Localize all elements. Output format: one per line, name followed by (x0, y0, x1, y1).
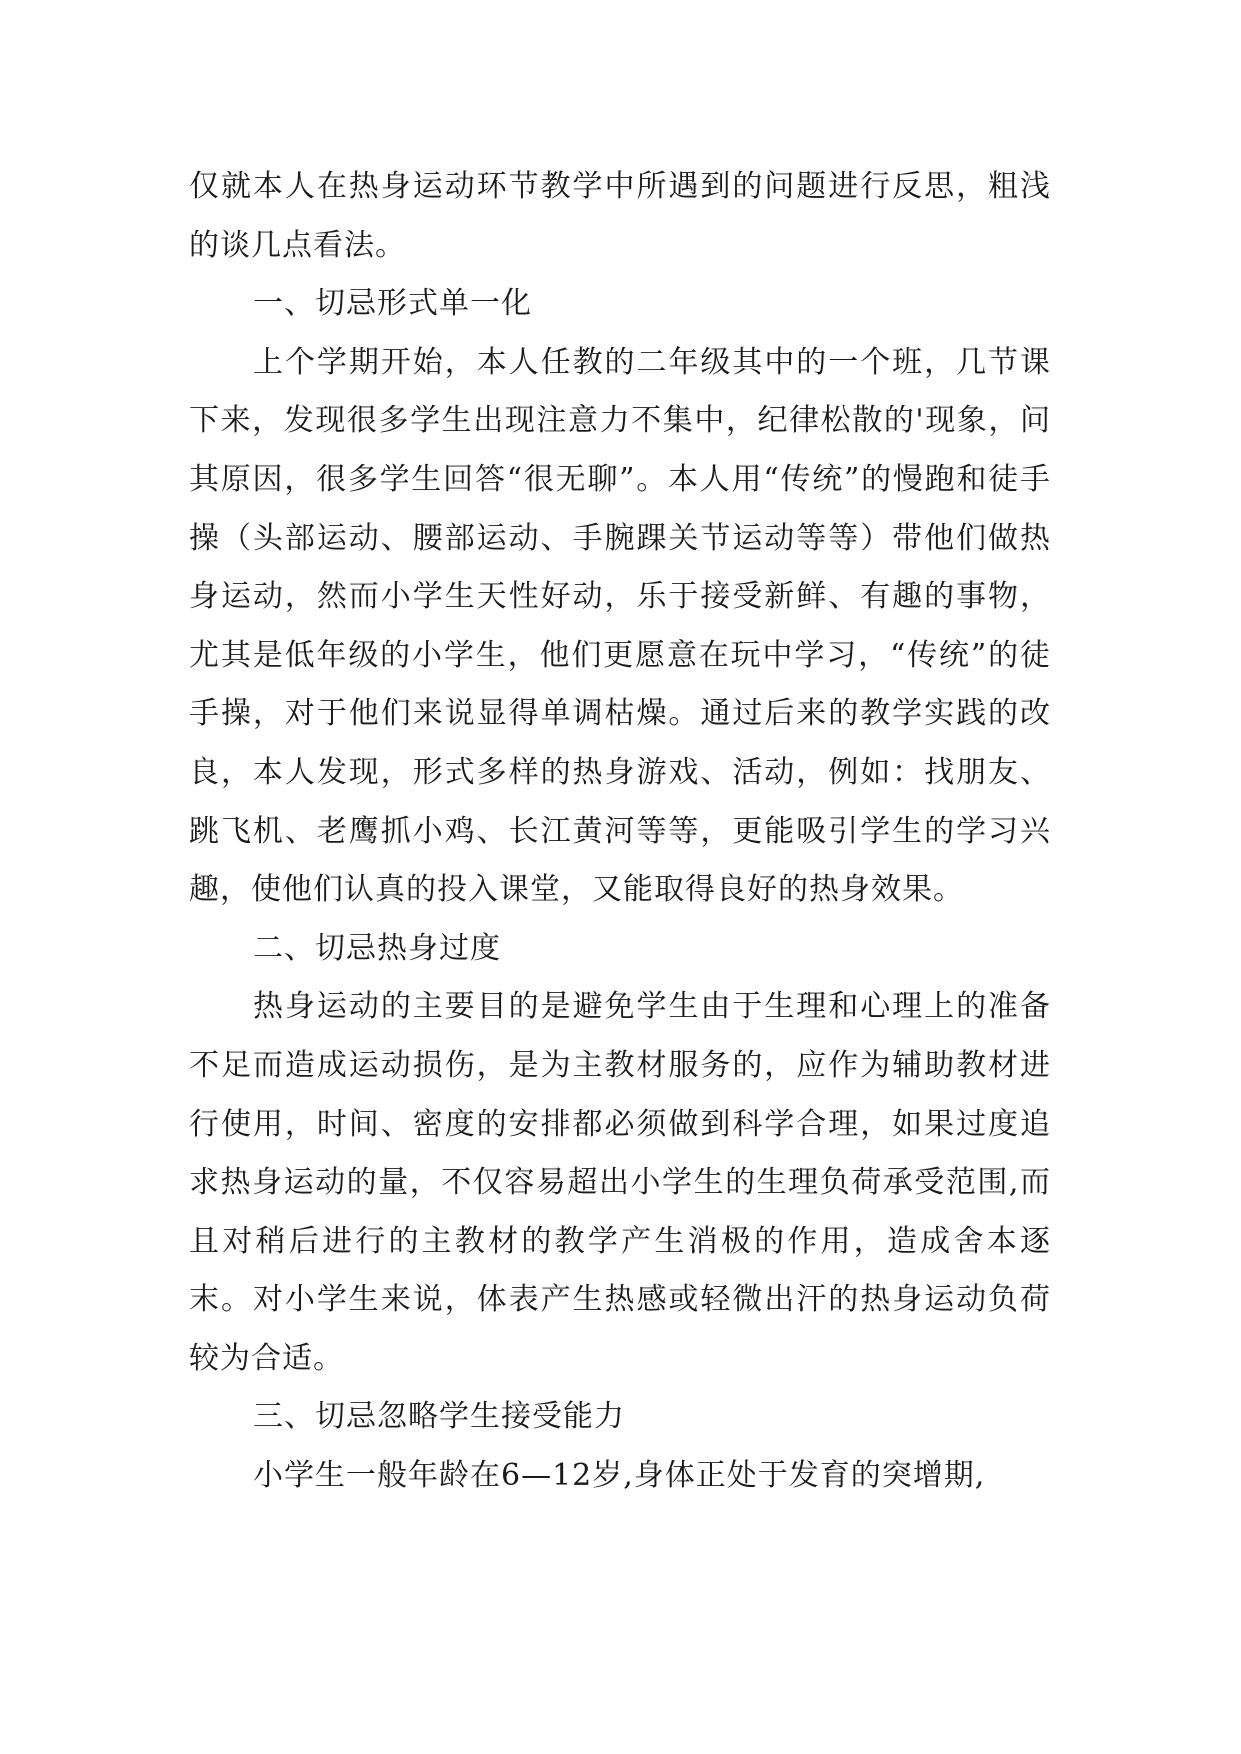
paragraph-intro: 仅就本人在热身运动环节教学中所遇到的问题进行反思，粗浅的谈几点看法。 (189, 169, 1051, 263)
section-heading-3: 三、切忌忽略学生接受能力 (253, 1399, 625, 1435)
document-body (189, 158, 1051, 1506)
paragraph-section-3: 小学生一般年龄在6—12岁,身体正处于发育的突增期, (253, 1458, 986, 1494)
section-heading-2: 二、切忌热身过度 (253, 930, 501, 966)
paragraph-section-1: 上个学期开始，本人任教的二年级其中的一个班，几节课下来，发现很多学生出现注意力不集中，纪律松散的'现象，问其原因，很多学生回答“很无聊”。本人用“传统”的慢跑和徒手操（头部运动、腰部运动、手腕踝关节运动等等）带他们做热身运动，然而小学生天性好动，乐于接受新鲜、有趣的事物，尤其是低年级的小学生，他们更愿意在玩中学习，“传统”的徒手操，对于他们来说显得单调枯燥。通过后来的教学实践的改良，本人发现，形式多样的热身游戏、活动，例如：找朋友、跳飞机、老鹰抓小鸡、长江黄河等等，更能吸引学生的学习兴趣，使他们认真的投入课堂，又能取得良好的热身效果。 (189, 344, 1051, 908)
section-heading-1: 一、切忌形式单一化 (253, 286, 532, 322)
paragraph-section-2: 热身运动的主要目的是避免学生由于生理和心理上的准备不足而造成运动损伤，是为主教材服务的，应作为辅助教材进行使用，时间、密度的安排都必须做到科学合理，如果过度追求热身运动的量，不仅容易超出小学生的生理负荷承受范围,而且对稍后进行的主教材的教学产生消极的作用，造成舍本逐末。对小学生来说，体表产生热感或轻微出汗的热身运动负荷较为合适。 (189, 989, 1051, 1376)
